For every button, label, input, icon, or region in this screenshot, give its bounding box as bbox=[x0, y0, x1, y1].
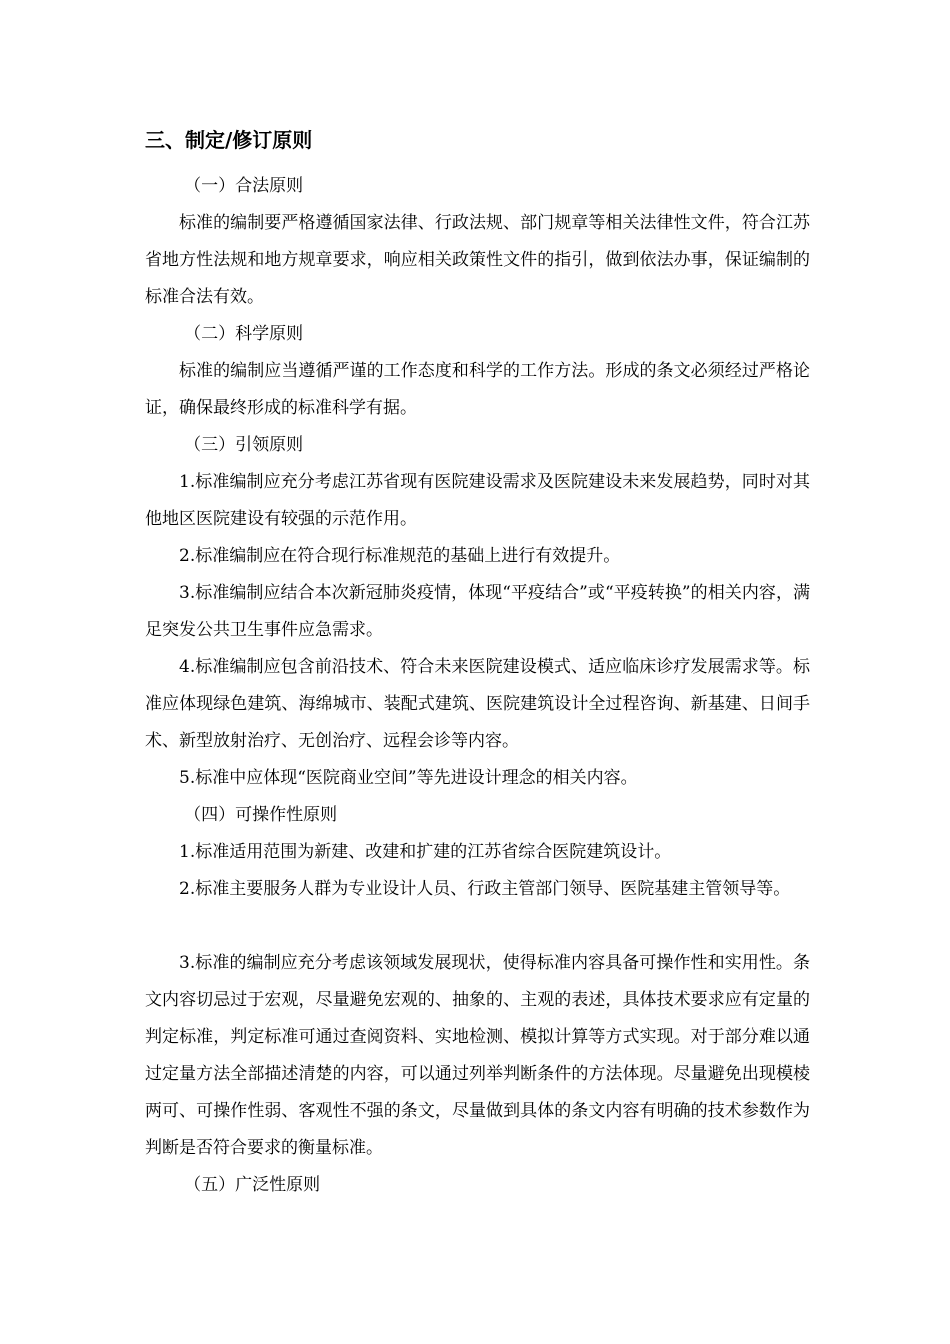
leading-item-5: 5.标准中应体现“医院商业空间”等先进设计理念的相关内容。 bbox=[179, 768, 638, 788]
operability-item-3: 3.标准的编制应充分考虑该领域发展现状，使得标准内容具备可操作性和实用性。条文内容切忌过于宏观，尽量避免宏观的、抽象的、主观的表述，具体技术要求应有定量的判定标准，判定标准可通过查阅资料、实地检测、模拟计算等方式实现。对于部分难以通过定量方法全部描述清楚的内容，可以通过列举判断条件的方法体现。尽量避免出现模棱两可、可操作性弱、客观性不强的条文，尽量做到具体的条文内容有明确的技术参数作为判断是否符合要求的衡量标准。 bbox=[145, 953, 810, 1158]
section-heading: 三、制定/修订原则 bbox=[145, 128, 313, 152]
paragraph-science: 标准的编制应当遵循严谨的工作态度和科学的工作方法。形成的条文必须经过严格论证，确保最终形成的标准科学有据。 bbox=[145, 361, 810, 418]
subsection-title-leading: （三）引领原则 bbox=[184, 435, 304, 455]
subsection-title-breadth: （五）广泛性原则 bbox=[184, 1175, 321, 1195]
leading-item-3: 3.标准编制应结合本次新冠肺炎疫情，体现“平疫结合”或“平疫转换”的相关内容，满足突发公共卫生事件应急需求。 bbox=[145, 583, 810, 640]
operability-item-2: 2.标准主要服务人群为专业设计人员、行政主管部门领导、医院基建主管领导等。 bbox=[179, 879, 791, 899]
leading-item-1: 1.标准编制应充分考虑江苏省现有医院建设需求及医院建设未来发展趋势，同时对其他地区医院建设有较强的示范作用。 bbox=[145, 472, 810, 529]
leading-item-4: 4.标准编制应包含前沿技术、符合未来医院建设模式、适应临床诊疗发展需求等。标准应体现绿色建筑、海绵城市、装配式建筑、医院建筑设计全过程咨询、新基建、日间手术、新型放射治疗、无创治疗、远程会诊等内容。 bbox=[145, 657, 810, 751]
subsection-title-legal: （一）合法原则 bbox=[184, 176, 304, 196]
leading-item-2: 2.标准编制应在符合现行标准规范的基础上进行有效提升。 bbox=[179, 546, 621, 566]
subsection-title-operability: （四）可操作性原则 bbox=[184, 805, 338, 825]
subsection-title-science: （二）科学原则 bbox=[184, 324, 304, 344]
operability-item-1: 1.标准适用范围为新建、改建和扩建的江苏省综合医院建筑设计。 bbox=[179, 842, 672, 862]
paragraph-legal: 标准的编制要严格遵循国家法律、行政法规、部门规章等相关法律性文件，符合江苏省地方性法规和地方规章要求，响应相关政策性文件的指引，做到依法办事，保证编制的标准合法有效。 bbox=[145, 213, 810, 307]
